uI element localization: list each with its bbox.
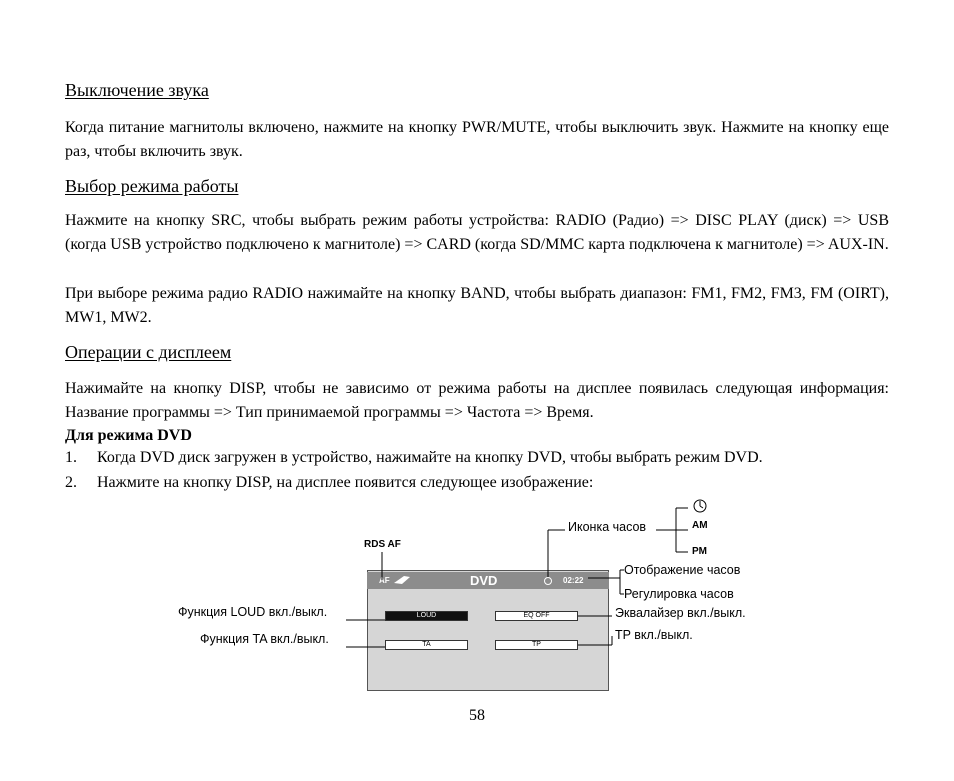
loud-button[interactable]: LOUD — [385, 611, 468, 621]
para-mute: Когда питание магнитолы включено, нажмите на кнопку PWR/MUTE, чтобы выключить звук. Нажмите на кнопку еще раз, чтобы включить звук. — [65, 119, 889, 160]
pm-label: PM — [692, 546, 707, 557]
clock-icon — [694, 500, 706, 512]
tp-callout-label: TP вкл./выкл. — [615, 628, 693, 642]
step-1-text: Когда DVD диск загружен в устройство, нажимайте на кнопку DVD, чтобы выбрать режим DVD. — [97, 449, 763, 466]
para-display: Нажимайте на кнопку DISP, чтобы не зависимо от режима работы на дисплее появилась следующая информация: Название программы => Тип принимаемой программы => Частота => Время. — [65, 380, 889, 421]
tp-button[interactable]: TP — [495, 640, 578, 650]
heading-mode: Выбор режима работы — [65, 176, 239, 196]
ta-button[interactable]: TA — [385, 640, 468, 650]
para-mode-1: Нажмите на кнопку SRC, чтобы выбрать режим работы устройства: RADIO (Радио) => DISC PLAY (диск) => USB (когда USB устройство подключено к магнитоле) => CARD (когда SD/MMC карта подключена к магнитоле) => AUX-IN. — [65, 212, 889, 253]
rds-af-label: RDS AF — [364, 539, 401, 550]
step-1-number: 1. — [65, 449, 77, 466]
clock-icon-label: Иконка часов — [568, 520, 647, 534]
display-time: 02:22 — [563, 576, 584, 585]
eq-callout-label: Эквалайзер вкл./выкл. — [615, 606, 746, 620]
display-mode: DVD — [470, 573, 498, 588]
eq-off-button[interactable]: EQ OFF — [495, 611, 578, 621]
para-mode-2: При выборе режима радио RADIO нажимайте на кнопку BAND, чтобы выбрать диапазон: FM1, FM2, FM3, FM (OIRT), MW1, MW2. — [65, 285, 889, 326]
dvd-mode-title: Для режима DVD — [65, 427, 192, 444]
step-2-number: 2. — [65, 474, 77, 491]
am-label: AM — [692, 520, 708, 531]
heading-mute: Выключение звука — [65, 80, 209, 100]
page-number: 58 — [469, 707, 485, 724]
step-2-text: Нажмите на кнопку DISP, на дисплее появится следующее изображение: — [97, 474, 594, 491]
heading-display: Операции с дисплеем — [65, 342, 232, 362]
clock-display-label: Отображение часов — [624, 563, 741, 577]
af-indicator: AF — [379, 576, 390, 585]
clock-adjust-label: Регулировка часов — [624, 587, 734, 601]
ta-callout-label: Функция TA вкл./выкл. — [200, 632, 329, 646]
loud-callout-label: Функция LOUD вкл./выкл. — [178, 605, 328, 619]
